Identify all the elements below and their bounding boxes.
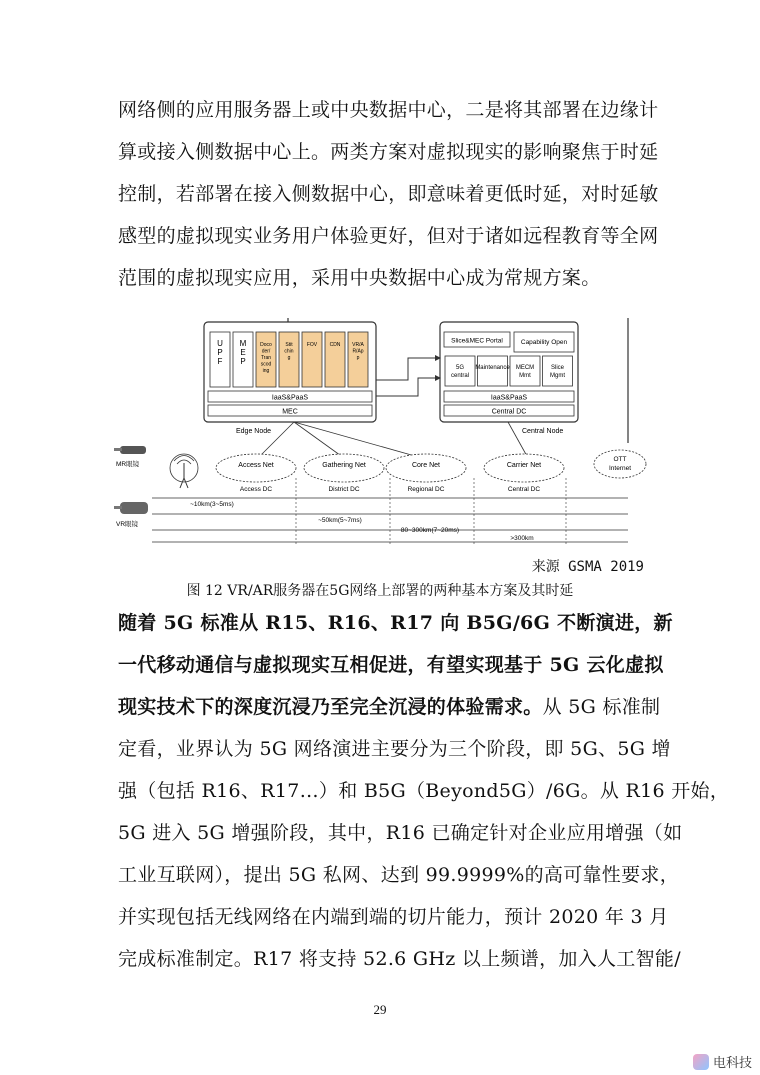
network-cloud-label: Core Net bbox=[411, 462, 441, 469]
distance-label-access: ~10km(3~5ms) bbox=[190, 501, 234, 508]
central-function-label: Slice Mgmt bbox=[550, 365, 565, 379]
mr-glasses-label: MR眼镜 bbox=[116, 461, 140, 468]
distance-scale bbox=[152, 478, 628, 544]
vr-headset-label: VR眼镜 bbox=[116, 521, 139, 528]
distance-label-central: >300km bbox=[510, 535, 534, 542]
data-center-label: Central DC bbox=[507, 486, 541, 493]
watermark-logo-icon bbox=[693, 1054, 709, 1070]
page-number: 29 bbox=[373, 1002, 387, 1017]
text-line bbox=[118, 945, 681, 973]
text-line: 网络侧的应用服务器上或中央数据中心，二是将其部署在边缘计 bbox=[118, 99, 659, 121]
central-function-label: Maintenance bbox=[475, 365, 510, 371]
data-center-label: Access DC bbox=[239, 486, 273, 493]
figure-caption: 图 12 VR/AR服务器在5G网络上部署的两种基本方案及其时延 bbox=[186, 583, 574, 599]
network-cloud-label: Access Net bbox=[238, 462, 274, 469]
data-center-label: Regional DC bbox=[407, 486, 445, 493]
bold-text: 一代移动通信与虚拟现实互相促进，有望实现基于 5G 云化虚拟 bbox=[118, 654, 664, 676]
capability-open-label: Capability Open bbox=[520, 339, 568, 346]
ott-cloud bbox=[594, 450, 646, 478]
edge-function-label: FOV bbox=[306, 342, 318, 348]
edge-to-central-arrow-2 bbox=[376, 378, 440, 396]
central-node-label: Central Node bbox=[522, 428, 564, 435]
normal-text: 定看，业界认为 5G 网络演进主要分为三个阶段，即 5G、5G 增 bbox=[118, 738, 671, 760]
edge-function-box bbox=[325, 332, 345, 387]
bold-text: 随着 5G 标准从 R15、R16、R17 向 B5G/6G 不断演进，新 bbox=[118, 612, 673, 634]
edge-function-label: Stit chin g bbox=[284, 342, 294, 361]
watermark bbox=[693, 1052, 752, 1071]
text-line: 算或接入侧数据中心上。两类方案对虚拟现实的影响聚焦于时延 bbox=[118, 141, 659, 163]
normal-text: 工业互联网），提出 5G 私网、达到 99.9999%的高可靠性要求， bbox=[118, 864, 680, 886]
normal-text: 5G 进入 5G 增强阶段，其中，R16 已确定针对企业应用增强（如 bbox=[118, 822, 683, 844]
edge-iaas-label: IaaS&PaaS bbox=[271, 394, 309, 402]
edge-function-label: CDN bbox=[329, 342, 341, 348]
central-function-box bbox=[543, 356, 573, 386]
text-line bbox=[118, 693, 660, 721]
text-line: 感型的虚拟现实业务用户体验更好，但对于诸如远程教育等全网 bbox=[118, 225, 659, 247]
text-line bbox=[118, 735, 671, 763]
normal-text: 完成标准制定。R17 将支持 52.6 GHz 以上频谱，加入人工智能/ bbox=[118, 948, 681, 970]
central-iaas-label: IaaS&PaaS bbox=[490, 394, 528, 402]
edge-function-box bbox=[302, 332, 322, 387]
central-function-box bbox=[510, 356, 540, 386]
normal-text: 并实现包括无线网络在内端到端的切片能力，预计 2020 年 3 月 bbox=[118, 906, 669, 928]
central-function-box bbox=[445, 356, 475, 386]
edge-node-label: Edge Node bbox=[236, 428, 272, 435]
text-line bbox=[118, 819, 682, 847]
distance-label-district: ~50km(5~7ms) bbox=[318, 517, 362, 524]
edge-node-link bbox=[294, 422, 344, 458]
text-line bbox=[118, 609, 673, 637]
central-dc-label: Central DC bbox=[491, 408, 527, 416]
edge-function-label: M E P bbox=[239, 339, 247, 366]
text-line bbox=[118, 861, 679, 889]
text-line: 控制，若部署在接入侧数据中心，即意味着更低时延，对时延敏 bbox=[118, 183, 659, 205]
network-cloud-label: Gathering Net bbox=[322, 462, 366, 469]
normal-text: 从 5G 标准制 bbox=[542, 696, 661, 718]
distance-label-regional: 80~300km(7~20ms) bbox=[400, 527, 460, 534]
ott-label: OTT bbox=[613, 456, 627, 463]
text-line: 范围的虚拟现实应用，采用中央数据中心成为常规方案。 bbox=[118, 267, 601, 289]
base-station-icon bbox=[170, 454, 198, 488]
figure-source: 来源 GSMA 2019 bbox=[531, 559, 644, 575]
mec-label: MEC bbox=[282, 408, 298, 416]
vr-headset-icon bbox=[114, 502, 148, 514]
central-function-label: 5G central bbox=[450, 365, 470, 379]
normal-text: 强（包括 R16、R17…）和 B5G（Beyond5G）/6G。从 R16 开始， bbox=[118, 780, 730, 802]
data-center-label: District DC bbox=[328, 486, 360, 493]
network-cloud-label: Carrier Net bbox=[506, 462, 542, 469]
text-line bbox=[118, 903, 669, 931]
central-function-label: MECM Mmt bbox=[515, 365, 535, 379]
text-line bbox=[118, 651, 664, 679]
deployment-diagram bbox=[108, 318, 656, 548]
watermark-text: 电科技 bbox=[712, 1056, 752, 1071]
mr-glasses-icon bbox=[114, 446, 146, 454]
bold-text: 现实技术下的深度沉浸乃至完全沉浸的体验需求。 bbox=[118, 696, 543, 718]
slice-portal-label: Slice&MEC Portal bbox=[451, 337, 503, 345]
edge-function-label: VR/A R/Ap p bbox=[352, 342, 364, 361]
ott-internet-label: Internet bbox=[608, 465, 632, 472]
text-line bbox=[118, 777, 729, 805]
edge-node-link bbox=[294, 422, 422, 458]
central-function-box bbox=[478, 356, 508, 386]
edge-function-label: Doco der/ Tran scod ing bbox=[260, 342, 272, 374]
edge-function-label: U P F bbox=[217, 339, 223, 366]
edge-to-central-arrow bbox=[376, 358, 440, 380]
